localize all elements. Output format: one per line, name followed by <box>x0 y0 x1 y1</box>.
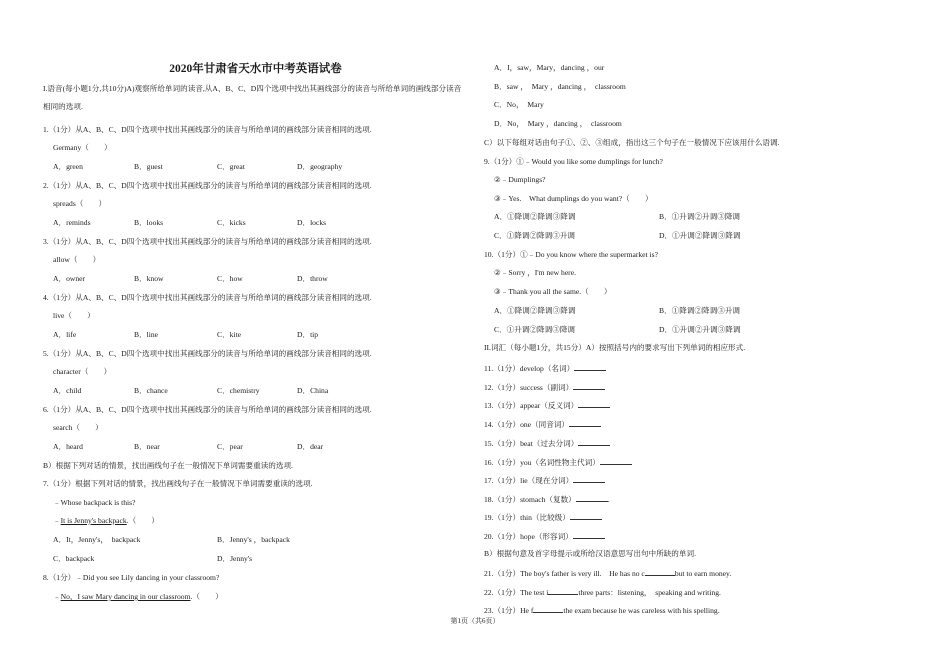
question-8-dialog: ﹣No，I saw Mary dancing in our classroom.（ ） <box>53 592 223 601</box>
option[interactable]: B．near <box>134 442 160 451</box>
option[interactable]: B．line <box>134 330 159 339</box>
option[interactable]: D．①升调②升调③降调 <box>659 325 741 334</box>
option[interactable]: B．looks <box>134 218 164 227</box>
question-5-stem: 5.（1分）从A、B、C、D四个选项中找出其画线部分的读音与所给单词的画线部分读音相同的选项. <box>43 349 372 358</box>
question-8-stem: 8.（1分）﹣Did you see Lily dancing in your classroom? <box>43 573 220 582</box>
question-10-options-row-2 <box>494 325 740 335</box>
question-4-stem: 4.（1分）从A、B、C、D四个选项中找出其画线部分的读音与所给单词的画线部分读音相同的选项. <box>43 293 372 302</box>
question-3-word: allow（ ） <box>53 255 101 264</box>
answer-blank[interactable] <box>573 381 605 390</box>
option[interactable]: B．Jenny's ，backpack <box>217 535 290 544</box>
question-9-dialog-2: ②﹣Dumplings? <box>494 175 546 184</box>
question-2-word: spreads（ ） <box>53 199 107 208</box>
question-7-options-row-2 <box>53 554 252 564</box>
question-23: 23.（1分）He f the exam because he was careless with his spelling. <box>484 606 720 615</box>
option[interactable]: C．kite <box>217 330 242 339</box>
question-15: 15.（1分）beat（过去分词） <box>484 437 610 449</box>
question-7-stem: 7.（1分）根据下列对话的情景，找出画线句子在一般情况下单词需要重读的选项. <box>43 479 313 488</box>
question-22: 22.（1分）The test i three parts：listening， speaking and writing. <box>484 588 721 597</box>
option[interactable]: A．owner <box>53 274 86 283</box>
question-7-dialog-2: ﹣It is Jenny's backpack.（ ） <box>53 516 159 525</box>
section-c-header: C）以下每组对话由句子①、②、③组成，指出这三个句子在一般情况下应该用什么语调. <box>484 138 780 147</box>
question-1-word: Germany（ ） <box>53 143 112 152</box>
option[interactable]: B．①降调②降调③升调 <box>659 306 741 315</box>
option[interactable]: D．geography <box>297 162 343 171</box>
option[interactable]: A．life <box>53 330 77 339</box>
option[interactable]: C．great <box>217 162 245 171</box>
option[interactable]: D．dear <box>297 442 324 451</box>
answer-blank[interactable] <box>533 604 563 613</box>
option[interactable]: D．tip <box>297 330 319 339</box>
question-21: 21.（1分）The boy's father is very ill. He has no c but to earn money. <box>484 569 732 578</box>
question-10-dialog-2: ②﹣Sorry ，I'm new here. <box>494 268 576 277</box>
option[interactable]: C．①升调②降调③降调 <box>494 325 576 334</box>
question-1-options <box>53 162 342 172</box>
question-9-options-row-2 <box>494 231 740 241</box>
question-7-options-row-1 <box>53 535 290 545</box>
question-3-stem: 3.（1分）从A、B、C、D四个选项中找出其画线部分的读音与所给单词的画线部分读音相同的选项. <box>43 237 372 246</box>
question-9-dialog-3: ③﹣Yes. What dumplings do you want?（ ） <box>494 194 653 203</box>
question-18: 18.（1分）stomach（复数） . <box>484 495 610 504</box>
page-title: 2020年甘肃省天水市中考英语试卷 <box>169 63 342 75</box>
question-9-options-row-1 <box>494 212 740 222</box>
section-b2-header: B）根据句意及首字母提示或所给汉语意思写出句中所缺的单词. <box>484 549 696 558</box>
answer-blank[interactable] <box>600 456 632 465</box>
question-10-dialog-3: ③﹣Thank you all the same.（ ） <box>494 287 612 296</box>
option[interactable]: D．Jenny's <box>217 554 253 563</box>
question-14: 14.（1分）one（同音词） <box>484 418 601 430</box>
option[interactable]: A．reminds <box>53 218 91 227</box>
answer-blank[interactable] <box>645 567 675 576</box>
option[interactable]: C．kicks <box>217 218 246 227</box>
question-12: 12.（1分）success（副词） <box>484 381 605 393</box>
answer-blank[interactable] <box>574 362 606 371</box>
section-b-header: B）根据下列对话的情景，找出画线句子在一般情况下单词需要重读的选项. <box>43 461 293 470</box>
question-6-stem: 6.（1分）从A、B、C、D四个选项中找出其画线部分的读音与所给单词的画线部分读音相同的选项. <box>43 405 372 414</box>
question-5-word: character（ ） <box>53 367 112 376</box>
question-6-word: search（ ） <box>53 423 103 432</box>
answer-blank[interactable] <box>548 586 578 595</box>
question-8-option-a[interactable]: A．I，saw，Mary，dancing ，our <box>494 63 605 72</box>
section-2-header: II.词汇（每小题1分，共15分）A）按照括号内的要求写出下列单词的相应形式. <box>484 343 746 352</box>
option[interactable]: C．①降调②降调③升调 <box>494 231 576 240</box>
answer-blank[interactable] <box>578 399 610 408</box>
option[interactable]: A．①降调②降调③降调 <box>494 306 576 315</box>
option[interactable]: A．It，Jenny's， backpack <box>53 535 141 544</box>
option[interactable]: D．locks <box>297 218 327 227</box>
option[interactable]: C．chemistry <box>217 386 260 395</box>
option[interactable]: B．①升调②升调③降调 <box>659 212 741 221</box>
question-19: 19.（1分）thin（比较级） <box>484 511 602 523</box>
option[interactable]: A．child <box>53 386 82 395</box>
option[interactable]: A．green <box>53 162 83 171</box>
page-footer: 第1页（共6页） <box>450 617 500 625</box>
question-8-option-c[interactable]: C．No， Mary <box>494 100 544 109</box>
question-16: 16.（1分）you（名词性物主代词） <box>484 456 632 468</box>
option[interactable]: C．pear <box>217 442 243 451</box>
option[interactable]: A．heard <box>53 442 83 451</box>
option[interactable]: C．how <box>217 274 243 283</box>
question-11: 11.（1分）develop（名词） <box>484 362 606 374</box>
answer-blank[interactable] <box>576 493 608 502</box>
question-20: 20.（1分）hope（形容词） <box>484 530 605 542</box>
option[interactable]: D．throw <box>297 274 328 283</box>
question-10-options-row-1 <box>494 306 740 316</box>
option[interactable]: B．guest <box>134 162 163 171</box>
answer-blank[interactable] <box>569 418 601 427</box>
question-1-stem: 1.（1分）从A、B、C、D四个选项中找出其画线部分的读音与所给单词的画线部分读音相同的选项. <box>43 125 372 134</box>
question-7-dialog-1: ﹣Whose backpack is this? <box>53 498 136 507</box>
answer-blank[interactable] <box>578 437 610 446</box>
question-6-options <box>53 442 323 452</box>
question-4-word: live（ ） <box>53 311 95 320</box>
answer-blank[interactable] <box>570 511 602 520</box>
option[interactable]: B．know <box>134 274 164 283</box>
question-5-options <box>53 386 328 396</box>
answer-blank[interactable] <box>573 474 605 483</box>
question-2-options <box>53 218 326 228</box>
question-3-options <box>53 274 328 284</box>
question-10-dialog-1: 10.（1分）①﹣Do you know where the supermarket is? <box>484 250 658 259</box>
question-17: 17.（1分）lie（现在分词） <box>484 474 605 486</box>
question-13: 13.（1分）appear（反义词） <box>484 399 610 411</box>
question-2-stem: 2.（1分）从A、B、C、D四个选项中找出其画线部分的读音与所给单词的画线部分读音相同的选项. <box>43 181 372 190</box>
option[interactable]: A．①降调②降调③降调 <box>494 212 576 221</box>
section-1-header: I.语音(每小题1分,共10分)A)观察所给单词的读音,从A、B、C、D四个选项中找出其画线部分的读音与所给单词的画线部分读音相同的选项. <box>43 84 462 111</box>
question-8-option-d[interactable]: D．No， Mary ，dancing ， classroom <box>494 119 622 128</box>
answer-blank[interactable] <box>573 530 605 539</box>
option[interactable]: B．chance <box>134 386 168 395</box>
question-9-dialog-1: 9.（1分）①﹣Would you like some dumplings for lunch? <box>484 157 663 166</box>
question-4-options <box>53 330 318 340</box>
option[interactable]: D．China <box>297 386 329 395</box>
option[interactable]: C．backpack <box>53 554 95 563</box>
option[interactable]: D．①升调②降调③降调 <box>659 231 741 240</box>
question-8-option-b[interactable]: B．saw ， Mary ，dancing ， classroom <box>494 82 626 91</box>
